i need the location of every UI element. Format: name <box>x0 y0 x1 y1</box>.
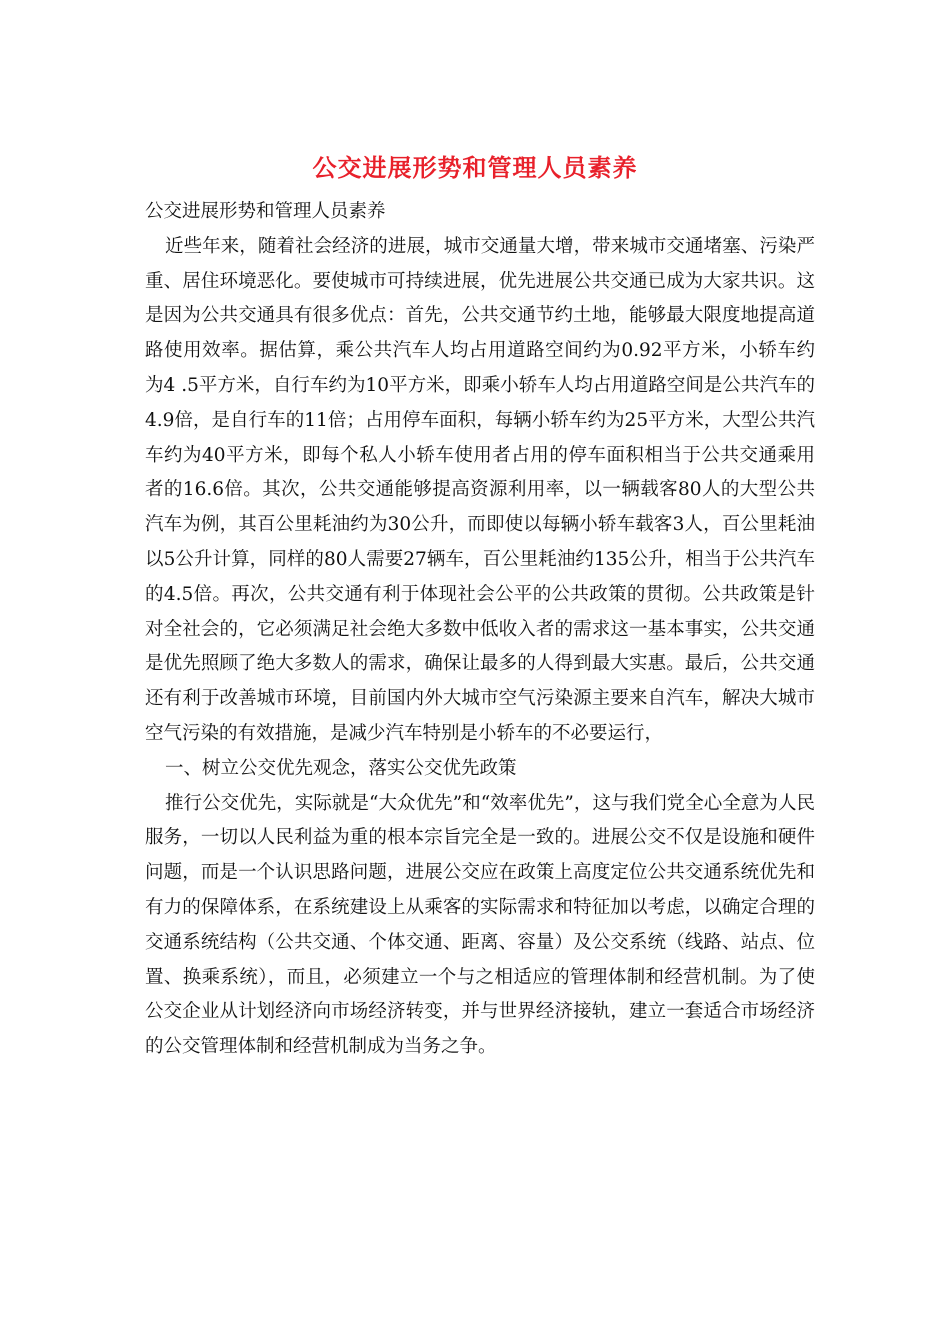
document-title: 公交进展形势和管理人员素养 <box>312 153 638 182</box>
paragraph-intro: 近些年来，随着社会经济的进展，城市交通量大增，带来城市交通堵塞、污染严重、居住环境恶化。要使城市可持续进展，优先进展公共交通已成为大家共识。这是因为公共交通具有很多优点：首先，公共交通节约土地，能够最大限度地提高道路使用效率。据估算，乘公共汽车人均占用道路空间约为0.92平方米，小轿车约为4 .5平方米，自行车约为10平方米，即乘小轿车人均占用道路空间是公共汽车的4.9倍，是自行车的11倍；占用停车面积，每辆小轿车约为25平方米，大型公共汽车约为40平方米，即每个私人小轿车使用者占用的停车面积相当于公共交通乘用者的16.6倍。其次，公共交通能够提高资源利用率，以一辆载客80人的大型公共汽车为例，其百公里耗油约为30公升，而即使以每辆小轿车载客3人，百公里耗油以5公升计算，同样的80人需要27辆车，百公里耗油约135公升，相当于公共汽车的4.5倍。再次，公共交通有利于体现社会公平的公共政策的贯彻。公共政策是针对全社会的，它必须满足社会绝大多数中低收入者的需求这一基本事实，公共交通是优先照顾了绝大多数人的需求，确保让最多的人得到最大实惠。最后，公共交通还有利于改善城市环境，目前国内外大城市空气污染源主要来自汽车，解决大城市空气污染的有效措施，是减少汽车特别是小轿车的不必要运行， <box>145 235 815 744</box>
paragraph-section-one: 推行公交优先，实际就是“大众优先”和“效率优先”，这与我们党全心全意为人民服务，一切以人民利益为重的根本宗旨完全是一致的。进展公交不仅是设施和硬件问题，而是一个认识思路问题，进展公交应在政策上高度定位公共交通系统优先和有力的保障体系，在系统建设上从乘客的实际需求和特征加以考虑，以确定合理的交通系统结构（公共交通、个体交通、距离、容量）及公交系统（线路、站点、位置、换乘系统），而且，必须建立一个与之相适应的管理体制和经营机制。为了使公交企业从计划经济向市场经济转变，并与世界经济接轨，建立一套适合市场经济的公交管理体制和经营机制成为当务之争。 <box>145 792 815 1058</box>
document-subtitle: 公交进展形势和管理人员素养 <box>145 201 386 222</box>
section-heading: 一、树立公交优先观念，落实公交优先政策 <box>165 757 517 779</box>
document-body <box>145 195 815 1065</box>
